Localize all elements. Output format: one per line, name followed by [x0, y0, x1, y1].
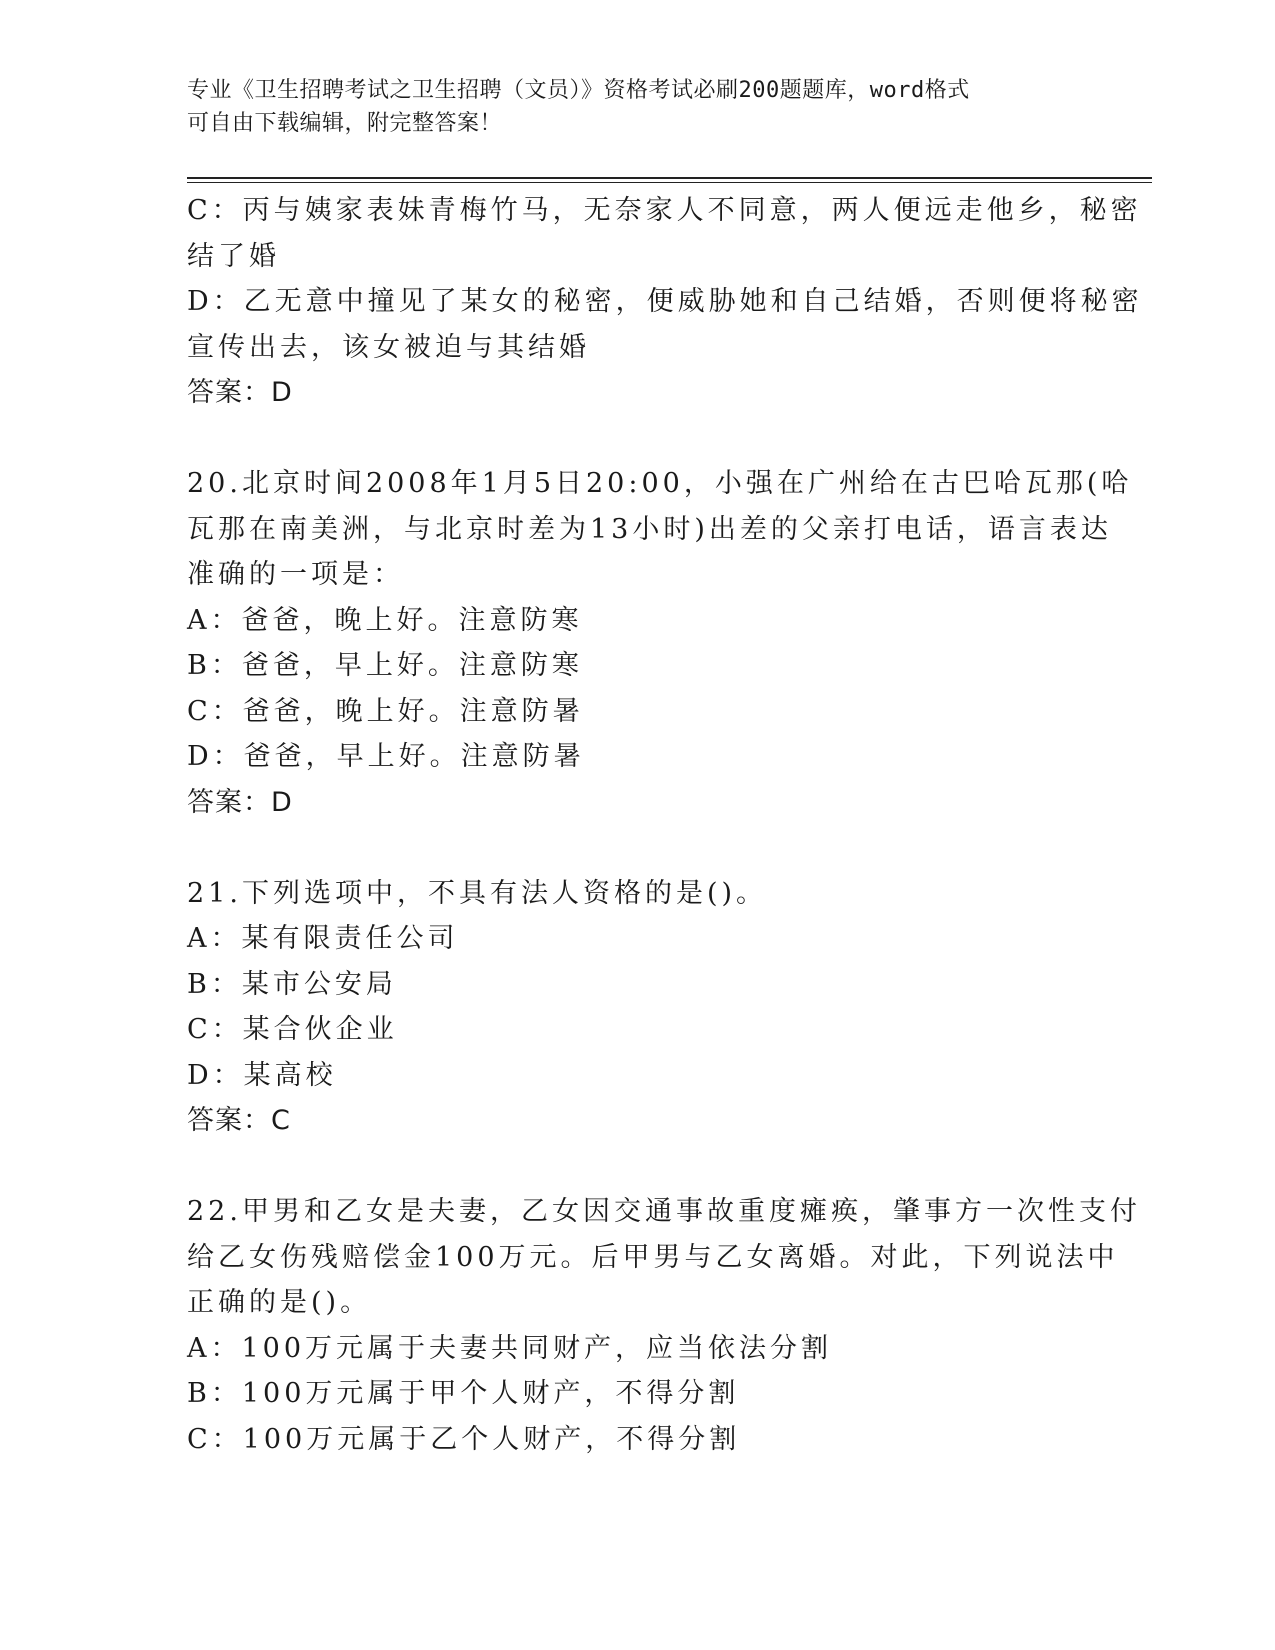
option-b: B：爸爸，早上好。注意防寒	[187, 650, 583, 681]
header-divider-thick	[187, 177, 1152, 179]
header-line-1: 专业《卫生招聘考试之卫生招聘（文员）》资格考试必刷200题题库，word格式	[187, 78, 970, 103]
option-c: C：某合伙企业	[187, 1014, 398, 1045]
question-22	[187, 1189, 1141, 1462]
option-c-continued: 结了婚	[187, 240, 280, 272]
option-c: C：丙与姨家表妹青梅竹马，无奈家人不同意，两人便远走他乡，秘密	[187, 195, 1142, 226]
question-stem-continued: 正确的是()。	[187, 1287, 372, 1318]
option-c: C：100万元属于乙个人财产，不得分割	[187, 1423, 741, 1455]
answer-line: 答案：D	[187, 377, 293, 408]
option-d-continued: 宣传出去，该女被迫与其结婚	[187, 331, 590, 363]
option-d: D：爸爸，早上好。注意防暑	[187, 741, 585, 772]
answer-line: 答案：C	[187, 1105, 291, 1136]
question-19-tail	[187, 188, 1143, 416]
option-a: A：爸爸，晚上好。注意防寒	[187, 604, 583, 636]
question-stem-continued: 给乙女伤残赔偿金100万元。后甲男与乙女离婚。对此，下列说法中	[187, 1241, 1119, 1273]
question-stem: 21.下列选项中，不具有法人资格的是()。	[187, 877, 768, 909]
option-a: A：100万元属于夫妻共同财产，应当依法分割	[187, 1332, 833, 1364]
option-a: A：某有限责任公司	[187, 923, 459, 954]
question-stem-continued: 瓦那在南美洲，与北京时差为13小时)出差的父亲打电话，语言表达	[187, 513, 1112, 545]
document-header	[187, 74, 1067, 140]
question-20	[187, 461, 1133, 825]
option-d: D：乙无意中撞见了某女的秘密，便威胁她和自己结婚，否则便将秘密	[187, 286, 1143, 317]
question-21	[187, 871, 1087, 1144]
option-b: B：某市公安局	[187, 968, 397, 1000]
question-stem-continued: 准确的一项是：	[187, 559, 404, 590]
header-line-2: 可自由下载编辑，附完整答案！	[187, 111, 503, 136]
option-b: B：100万元属于甲个人财产，不得分割	[187, 1378, 740, 1409]
question-stem: 20.北京时间2008年1月5日20:00，小强在广州给在古巴哈瓦那(哈	[187, 468, 1133, 499]
option-d: D：某高校	[187, 1059, 337, 1091]
header-divider-thin	[187, 182, 1152, 183]
option-c: C：爸爸，晚上好。注意防暑	[187, 695, 584, 727]
answer-line: 答案：D	[187, 786, 293, 818]
question-stem: 22.甲男和乙女是夫妻，乙女因交通事故重度瘫痪，肇事方一次性支付	[187, 1196, 1141, 1227]
question-content	[187, 188, 1143, 1462]
